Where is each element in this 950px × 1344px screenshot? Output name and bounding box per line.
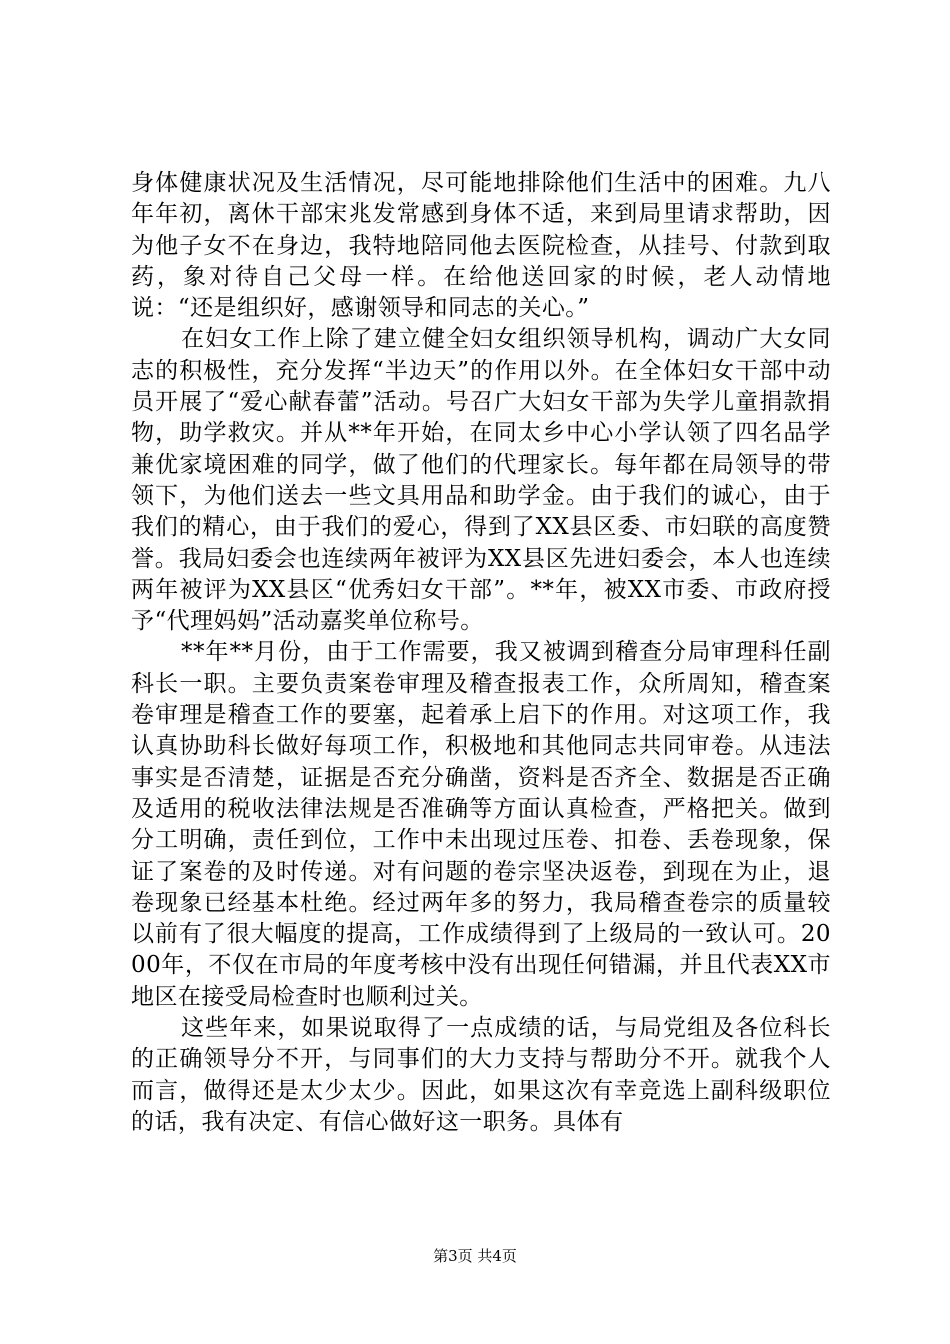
document-body [131, 168, 831, 1138]
paragraph-3: **年**月份，由于工作需要，我又被调到稽查分局审理科任副科长一职。主要负责案卷审理及稽查报表工作，众所周知，稽查案卷审理是稽查工作的要塞，起着承上启下的作用。对这项工作，我认真协助科长做好每项工作，积极地和其他同志共同审卷。从违法事实是否清楚，证据是否充分确凿，资料是否齐全、数据是否正确及适用的税收法律法规是否准确等方面认真检查，严格把关。做到分工明确，责任到位，工作中未出现过压卷、扣卷、丢卷现象，保证了案卷的及时传递。对有问题的卷宗坚决返卷，到现在为止，退卷现象已经基本杜绝。经过两年多的努力，我局稽查卷宗的质量较以前有了很大幅度的提高，工作成绩得到了上级局的一致认可。2000年，不仅在市局的年度考核中没有出现任何错漏，并且代表XX市地区在接受局检查时也顺利过关。 [131, 639, 831, 1010]
paragraph-1: 身体健康状况及生活情况，尽可能地排除他们生活中的困难。九八年年初，离休干部宋兆发常感到身体不适，来到局里请求帮助，因为他子女不在身边，我特地陪同他去医院检查，从挂号、付款到取药，象对待自己父母一样。在给他送回家的时候，老人动情地说：“还是组织好，感谢领导和同志的关心。” [131, 170, 831, 322]
paragraph-4: 这些年来，如果说取得了一点成绩的话，与局党组及各位科长的正确领导分不开，与同事们的大力支持与帮助分不开。就我个人而言，做得还是太少太少。因此，如果这次有幸竞选上副科级职位的话，我有决定、有信心做好这一职务。具体有 [131, 1015, 831, 1135]
page-number-footer: 第3页 共4页 [433, 1247, 517, 1265]
paragraph-2: 在妇女工作上除了建立健全妇女组织领导机构，调动广大女同志的积极性，充分发挥“半边天”的作用以外。在全体妇女干部中动员开展了“爱心献春蕾”活动。号召广大妇女干部为失学儿童捐款捐物，助学救灾。并从**年开始，在同太乡中心小学认领了四名品学兼优家境困难的同学，做了他们的代理家长。每年都在局领导的带领下，为他们送去一些文具用品和助学金。由于我们的诚心，由于我们的精心，由于我们的爱心，得到了XX县区委、市妇联的高度赞誉。我局妇委会也连续两年被评为XX县区先进妇委会，本人也连续两年被评为XX县区“优秀妇女干部”。**年，被XX市委、市政府授予“代理妈妈”活动嘉奖单位称号。 [131, 326, 831, 635]
